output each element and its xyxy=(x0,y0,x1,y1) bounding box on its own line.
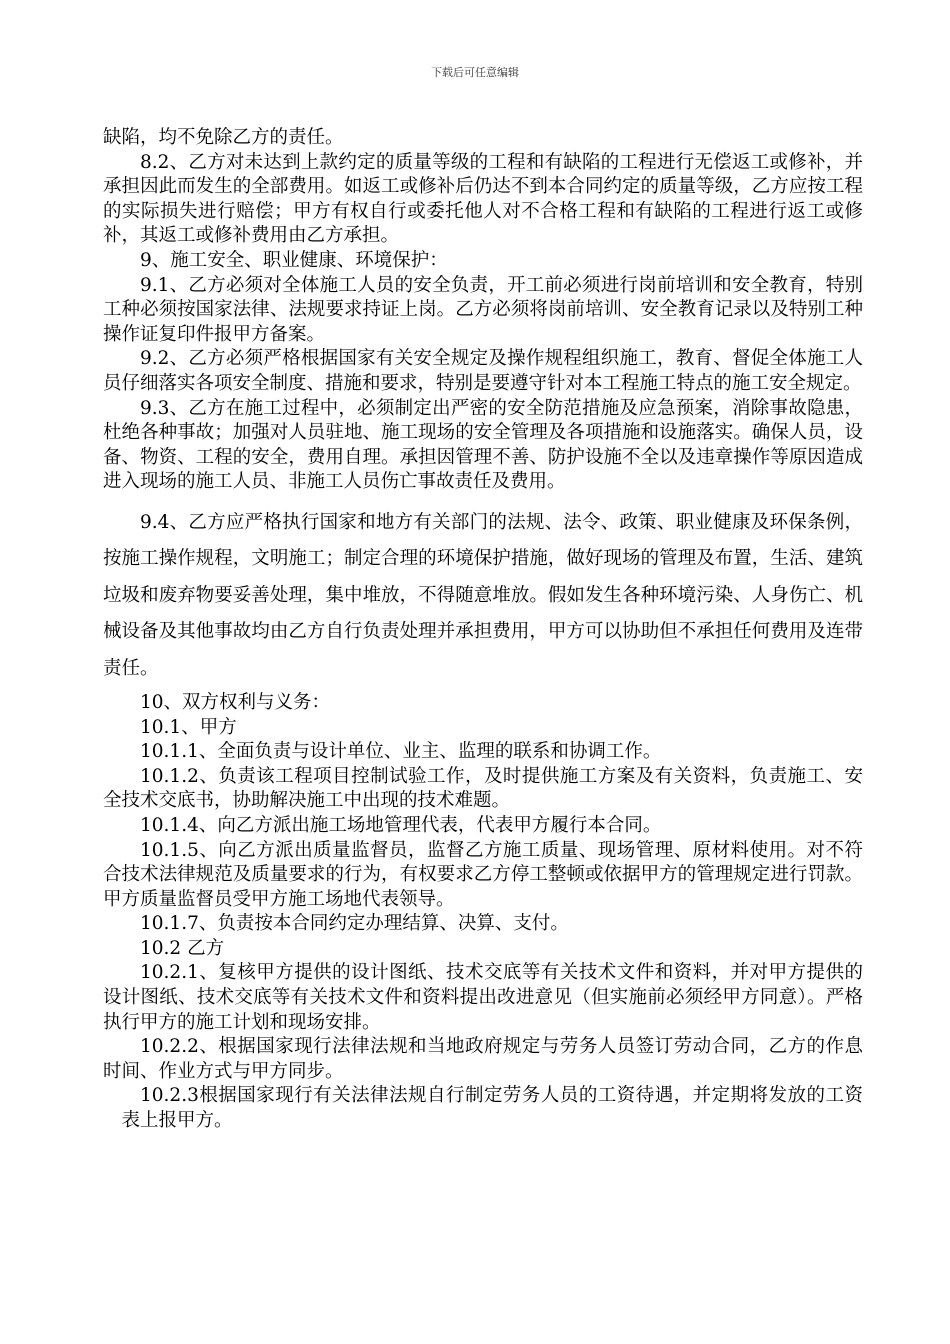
paragraph: 10.1.1、全面负责与设计单位、业主、监理的联系和协调工作。 xyxy=(140,741,662,763)
page-header: 下载后可任意编辑 xyxy=(431,66,519,79)
document-body xyxy=(103,126,863,1134)
paragraph: 10.2.3根据国家现行有关法律法规自行制定劳务人员的工资待遇，并定期将发放的工资表上报甲方。 xyxy=(121,1085,863,1132)
section-heading: 9、施工安全、职业健康、环境保护： xyxy=(140,249,448,271)
paragraph: 9.2、乙方必须严格根据国家有关安全规定及操作规程组织施工，教育、督促全体施工人员仔细落实各项安全制度、措施和要求，特别是要遵守针对本工程施工特点的施工安全规定。 xyxy=(103,348,863,394)
paragraph: 10.1.2、负责该工程项目控制试验工作，及时提供施工方案及有关资料，负责施工、安全技术交底书，协助解决施工中出现的技术难题。 xyxy=(103,765,863,812)
paragraph: 9.4、乙方应严格执行国家和地方有关部门的法规、法令、政策、职业健康及环保条例，按施工操作规程，文明施工；制定合理的环境保护措施，做好现场的管理及布置，生活、建筑垃圾和废弃物要妥善处理，集中堆放，不得随意堆放。假如发生各种环境污染、人身伤亡、机械设备及其他事故均由乙方自行负责处理并承担费用，甲方可以协助但不承担任何费用及连带责任。 xyxy=(103,511,863,679)
paragraph: 10.1.4、向乙方派出施工场地管理代表，代表甲方履行本合同。 xyxy=(140,814,662,836)
subsection-heading: 10.2 乙方 xyxy=(140,937,225,959)
section-heading: 10、双方权利与义务： xyxy=(140,691,331,713)
paragraph: 10.2.1、复核甲方提供的设计图纸、技术交底等有关技术文件和资料，并对甲方提供的设计图纸、技术交底等有关技术文件和资料提出改进意见（但实施前必须经甲方同意）。严格执行甲方的施工计划和现场安排。 xyxy=(103,962,863,1033)
paragraph: 10.1.5、向乙方派出质量监督员，监督乙方施工质量、现场管理、原材料使用。对不符合技术法律规范及质量要求的行为，有权要求乙方停工整顿或依据甲方的管理规定进行罚款。甲方质量监督员受甲方施工场地代表领导。 xyxy=(103,839,863,910)
paragraph: 10.1.7、负责按本合同约定办理结算、决算、支付。 xyxy=(140,913,569,935)
paragraph: 缺陷，均不免除乙方的责任。 xyxy=(103,127,344,148)
paragraph: 9.1、乙方必须对全体施工人员的安全负责，开工前必须进行岗前培训和安全教育，特别工种必须按国家法律、法规要求持证上岗。乙方必须将岗前培训、安全教育记录以及特别工种操作证复印件报甲方备案。 xyxy=(103,274,863,345)
paragraph: 8.2、乙方对未达到上款约定的质量等级的工程和有缺陷的工程进行无偿返工或修补，并承担因此而发生的全部费用。如返工或修补后仍达不到本合同约定的质量等级，乙方应按工程的实际损失进行赔偿；甲方有权自行或委托他人对不合格工程和有缺陷的工程进行返工或修补，其返工或修补费用由乙方承担。 xyxy=(103,151,863,247)
paragraph: 10.2.2、根据国家现行法律法规和当地政府规定与劳务人员签订劳动合同，乙方的作息时间、作业方式与甲方同步。 xyxy=(103,1036,863,1082)
paragraph: 9.3、乙方在施工过程中，必须制定出严密的安全防范措施及应急预案，消除事故隐患，杜绝各种事故；加强对人员驻地、施工现场的安全管理及各项措施和设施落实。确保人员，设备、物资、工程的安全，费用自理。承担因管理不善、防护设施不全以及违章操作等原因造成进入现场的施工人员、非施工人员伤亡事故责任及费用。 xyxy=(103,397,863,493)
subsection-heading: 10.1、甲方 xyxy=(140,716,237,738)
